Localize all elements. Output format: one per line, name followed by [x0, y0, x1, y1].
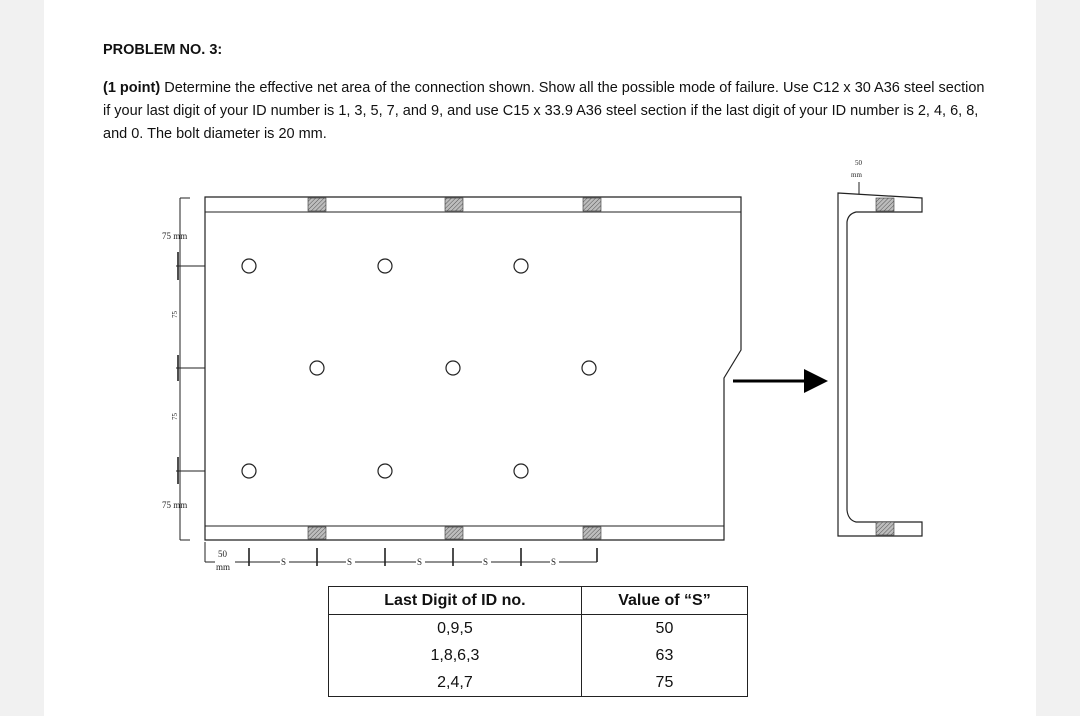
weld-mark-top-2	[445, 198, 463, 211]
spacing-label-s: S	[483, 557, 489, 567]
table-header-row	[329, 587, 748, 615]
spacing-label-s: S	[551, 557, 557, 567]
dim-left-num: 50	[218, 549, 227, 559]
dim-mid-label-2: 75	[171, 413, 179, 420]
bolt-hole	[446, 361, 460, 375]
table-cell-value: 50	[581, 615, 747, 643]
table-row	[329, 669, 748, 697]
bolt-hole	[310, 361, 324, 375]
section-weld-top	[876, 198, 894, 211]
problem-heading: PROBLEM NO. 3:	[103, 42, 223, 58]
plate-outline	[205, 197, 741, 540]
left-dimension	[176, 198, 205, 540]
problem-text: Determine the effective net area of the connection shown. Show all the possible mode of failure. Use C12 x 30 A36 steel section if your last digit of your ID number is 1, 3, 5, 7, and 9, and use C15 x 33.9 A36 steel section if the last digit of your ID number is 2, 4, 6, 8, and 0. The bolt diameter is 20 mm.	[103, 80, 985, 142]
bolt-hole	[514, 259, 528, 273]
s-value-table	[328, 586, 748, 697]
table-cell-digits: 0,9,5	[329, 615, 582, 643]
points-label: (1 point)	[103, 80, 161, 96]
dim-top-label: 75 mm	[162, 231, 188, 241]
dim-bottom-label: 75 mm	[162, 500, 188, 510]
bottom-dimension	[205, 542, 597, 566]
dim-left-unit: mm	[216, 562, 231, 572]
bolt-hole	[378, 259, 392, 273]
bolt-hole	[514, 464, 528, 478]
bolt-hole	[378, 464, 392, 478]
section-width-num: 50	[855, 159, 862, 167]
table-header-last-digit: Last Digit of ID no.	[329, 587, 582, 615]
table-cell-value: 63	[581, 642, 747, 669]
table-cell-digits: 1,8,6,3	[329, 642, 582, 669]
section-weld-bottom	[876, 522, 894, 535]
table-cell-digits: 2,4,7	[329, 669, 582, 697]
bolt-hole	[582, 361, 596, 375]
weld-mark-bottom-3	[583, 527, 601, 539]
weld-mark-bottom-1	[308, 527, 326, 539]
weld-mark-bottom-2	[445, 527, 463, 539]
spacing-label-s: S	[417, 557, 423, 567]
bolt-hole	[242, 464, 256, 478]
bolt-hole	[242, 259, 256, 273]
table-cell-value: 75	[581, 669, 747, 697]
dim-mid-label-1: 75	[171, 311, 179, 318]
spacing-label-s: S	[347, 557, 353, 567]
spacing-label-s: S	[281, 557, 287, 567]
table-row	[329, 615, 748, 643]
table-row	[329, 642, 748, 669]
section-width-unit: mm	[851, 171, 862, 179]
table-header-value-s: Value of “S”	[581, 587, 747, 615]
weld-mark-top-1	[308, 198, 326, 211]
weld-mark-top-3	[583, 198, 601, 211]
channel-section	[838, 193, 922, 536]
